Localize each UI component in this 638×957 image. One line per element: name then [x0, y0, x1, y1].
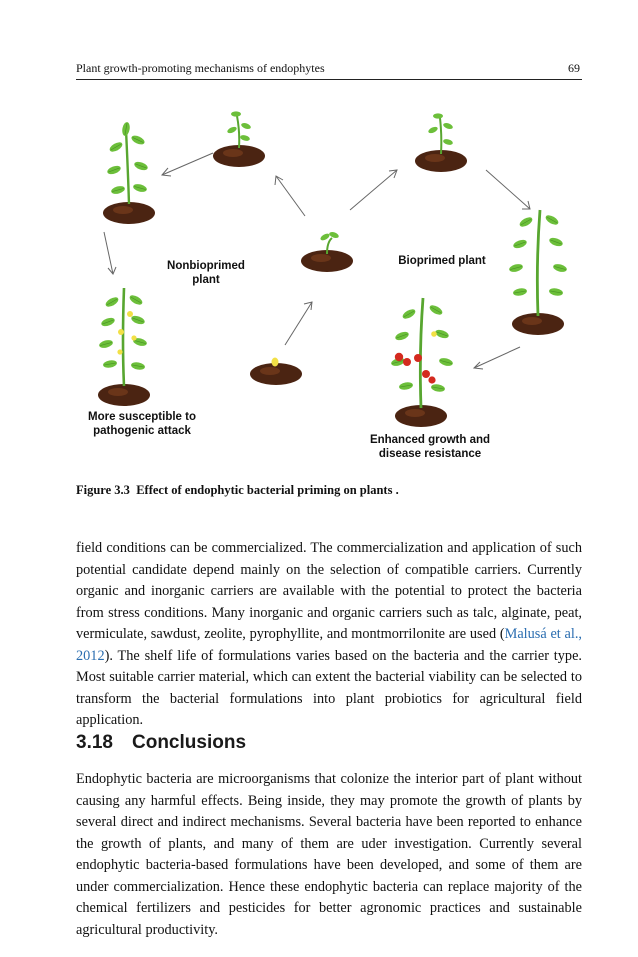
caption-text: Effect of endophytic bacterial priming on plants	[136, 483, 393, 497]
fruiting-plant	[390, 298, 453, 427]
running-header	[76, 59, 582, 80]
page-number: 69	[568, 61, 580, 75]
body-paragraph-2: Endophytic bacteria are microorganisms that colonize the interior part of plant without causing any harmful effects. Being inside, they may promote the growth of plants by several direct and indirect mechanisms. Several bacteria have been reported to enhance the growth of plants, and many of them are uder investigation. Currently several endophytic bacteria-based formulations have been developed, and some of them are under commercialization. Hence these endophytic bacteria can replace majority of the chemical fertilizers and pesticides for better agronomic practices and sustainable agricultural productivity.	[76, 771, 582, 938]
caption-end: .	[395, 483, 399, 497]
seed-in-soil	[250, 358, 302, 386]
label-nonbioprimed: Nonbioprimed plant	[167, 260, 245, 286]
para1-text-start: field conditions can be commercialized. The commercialization and application of such potential candidate depend mainly on the selection of compatible carriers. Currently organic and inorganic carriers are available with the potential to protect the bacteria from stress conditions. Many inorganic and organic carriers such as talc, alginate, peat, vermiculate, sawdust, zeolite, pyrophyllite, and montmorrilonite are used (	[76, 540, 582, 642]
large-plant-right	[508, 210, 567, 335]
label-susceptible: More susceptible to pathogenic attack	[88, 411, 196, 437]
figure-caption	[76, 483, 582, 498]
para1-text-end: ). The shelf life of formulations varies based on the bacteria and the carrier type. Most suitable carrier material, which can extent the bacterial viability can be selected to transform the bacterial formulations into plant probiotics for agricultural field application.	[76, 647, 582, 728]
figure-3-3	[76, 92, 582, 472]
seedling-plant-right	[415, 113, 467, 172]
caption-label: Figure 3.3	[76, 483, 130, 497]
sprout	[301, 231, 353, 272]
body-paragraph-1	[76, 538, 582, 732]
running-title: Plant growth-promoting mechanisms of endophytes	[76, 61, 325, 75]
seedling-plant-left	[213, 111, 265, 167]
section-title: Conclusions	[132, 732, 247, 753]
section-heading	[76, 732, 246, 754]
label-enhanced: Enhanced growth and disease resistance	[369, 434, 491, 460]
label-bioprimed: Bioprimed plant	[398, 255, 486, 267]
citation-link[interactable]: Malusá et al., 2012	[76, 626, 582, 664]
flowering-plant-left	[98, 288, 150, 406]
young-plant-left	[103, 121, 155, 224]
section-number: 3.18	[76, 732, 113, 753]
